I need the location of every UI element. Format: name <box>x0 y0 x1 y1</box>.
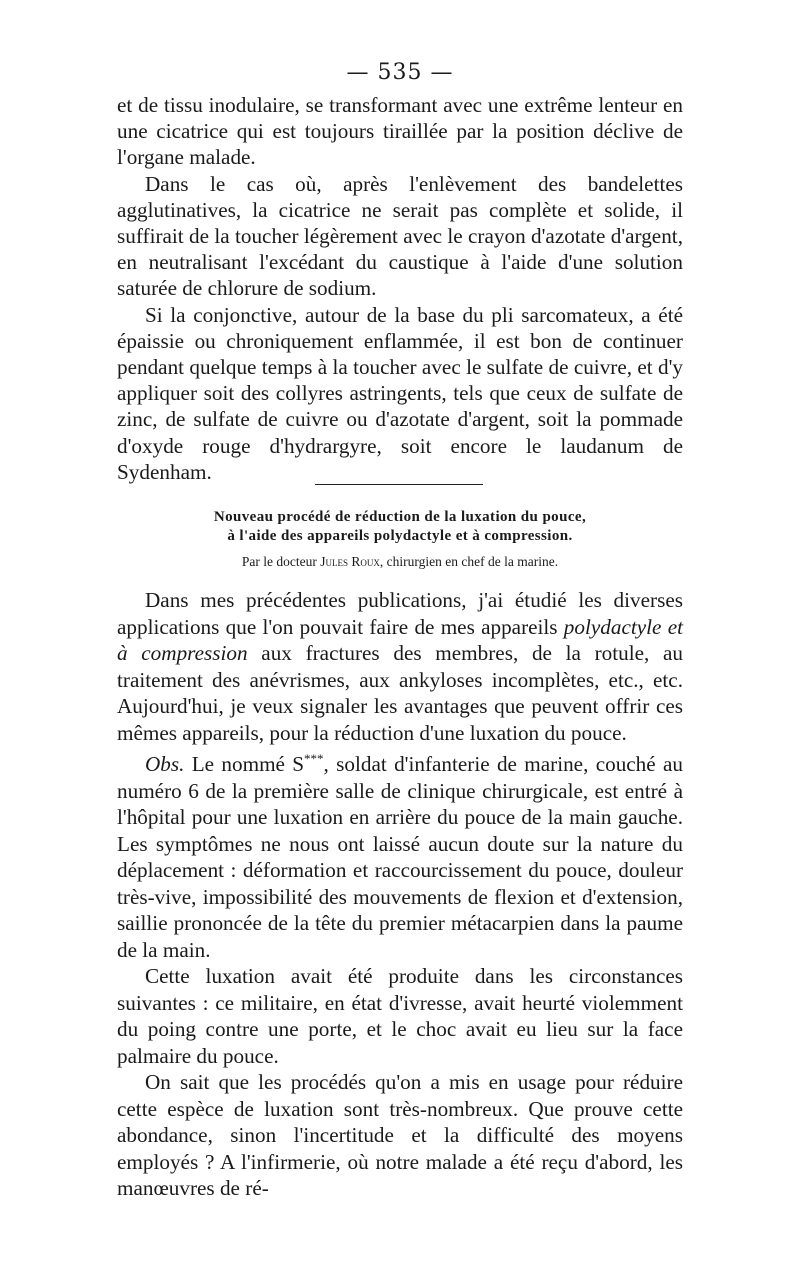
text-run: Le nommé S <box>184 752 305 777</box>
paragraph: Cette luxation avait été produite dans les circonstances suivantes : ce militaire, en état d'ivresse, avait heurté violemment du poing contre une porte, et le choc avait eu lieu sur la face palmaire du pouce. <box>117 964 683 1068</box>
text-run: Dans mes précédentes publications, j'ai étudié les diverses applications que l'on pouvait faire de mes appareils <box>117 588 683 639</box>
superscript: *** <box>304 751 324 766</box>
author-suffix: , chirurgien en chef de la marine. <box>379 554 559 569</box>
paragraph: On sait que les procédés qu'on a mis en usage pour réduire cette espèce de luxation sont très-nombreux. Que prouve cette abondance, sinon l'incertitude et la difficulté des moyens employés ? A l'infirmerie, où notre malade a été reçu d'abord, les manœuvres de ré- <box>117 1070 683 1201</box>
article-title: Nouveau procédé de réduction de la luxation du pouce, <box>213 509 587 525</box>
italic-term: polydactyle et à compression <box>117 614 683 665</box>
observation-label: Obs. <box>145 752 185 777</box>
continued-text <box>117 92 683 485</box>
article-author <box>117 552 683 572</box>
article-heading <box>117 508 683 572</box>
page-number: — 535 — <box>346 60 454 85</box>
paragraph <box>117 587 683 746</box>
paragraph <box>117 746 683 963</box>
text-run: aux fractures des membres, de la rotule, au traitement des anévrismes, aux ankyloses incomplètes, etc., etc. Aujourd'hui, je veux signaler les avantages que peuvent offrir ces mêmes appareils, pour la réduction d'une luxation du pouce. <box>117 641 683 745</box>
section-divider <box>315 484 483 485</box>
article-subtitle: à l'aide des appareils polydactyle et à compression. <box>227 528 573 544</box>
paragraph: Dans le cas où, après l'enlèvement des bandelettes agglutinatives, la cicatrice ne serait pas complète et solide, il suffirait de la toucher légèrement avec le crayon d'azotate d'argent, en neutralisant l'excédant du caustique à l'aide d'une solution saturée de chlorure de sodium. <box>117 171 683 301</box>
text-run: , soldat d'infanterie de marine, couché au numéro 6 de la première salle de clinique chirurgicale, est entré à l'hôpital pour une luxation en arrière du pouce de la main gauche. Les symptômes ne nous ont laissé aucun doute sur la nature du déplacement : déformation et raccourcissement du pouce, douleur très-vive, impossibilité des mouvements de flexion et d'extension, saillie prononcée de la tête du premier métacarpien dans la paume de la main. <box>117 752 683 962</box>
author-prefix: Par le docteur <box>241 554 321 569</box>
paragraph: et de tissu inodulaire, se transformant avec une extrême lenteur en une cicatrice qui est toujours tiraillée par la position déclive de l'organe malade. <box>117 93 683 170</box>
author-name: Jules Roux <box>320 554 380 569</box>
article-body <box>117 587 683 1202</box>
paragraph: Si la conjonctive, autour de la base du pli sarcomateux, a été épaissie ou chroniquement enflammée, il est bon de continuer pendant quelque temps à la toucher avec le sulfate de cuivre, et d'y appliquer soit des collyres astringents, tels que ceux de sulfate de zinc, de sulfate de cuivre ou d'azotate d'argent, soit la pommade d'oxyde rouge d'hydrargyre, soit encore le laudanum de Sydenham. <box>117 302 683 484</box>
